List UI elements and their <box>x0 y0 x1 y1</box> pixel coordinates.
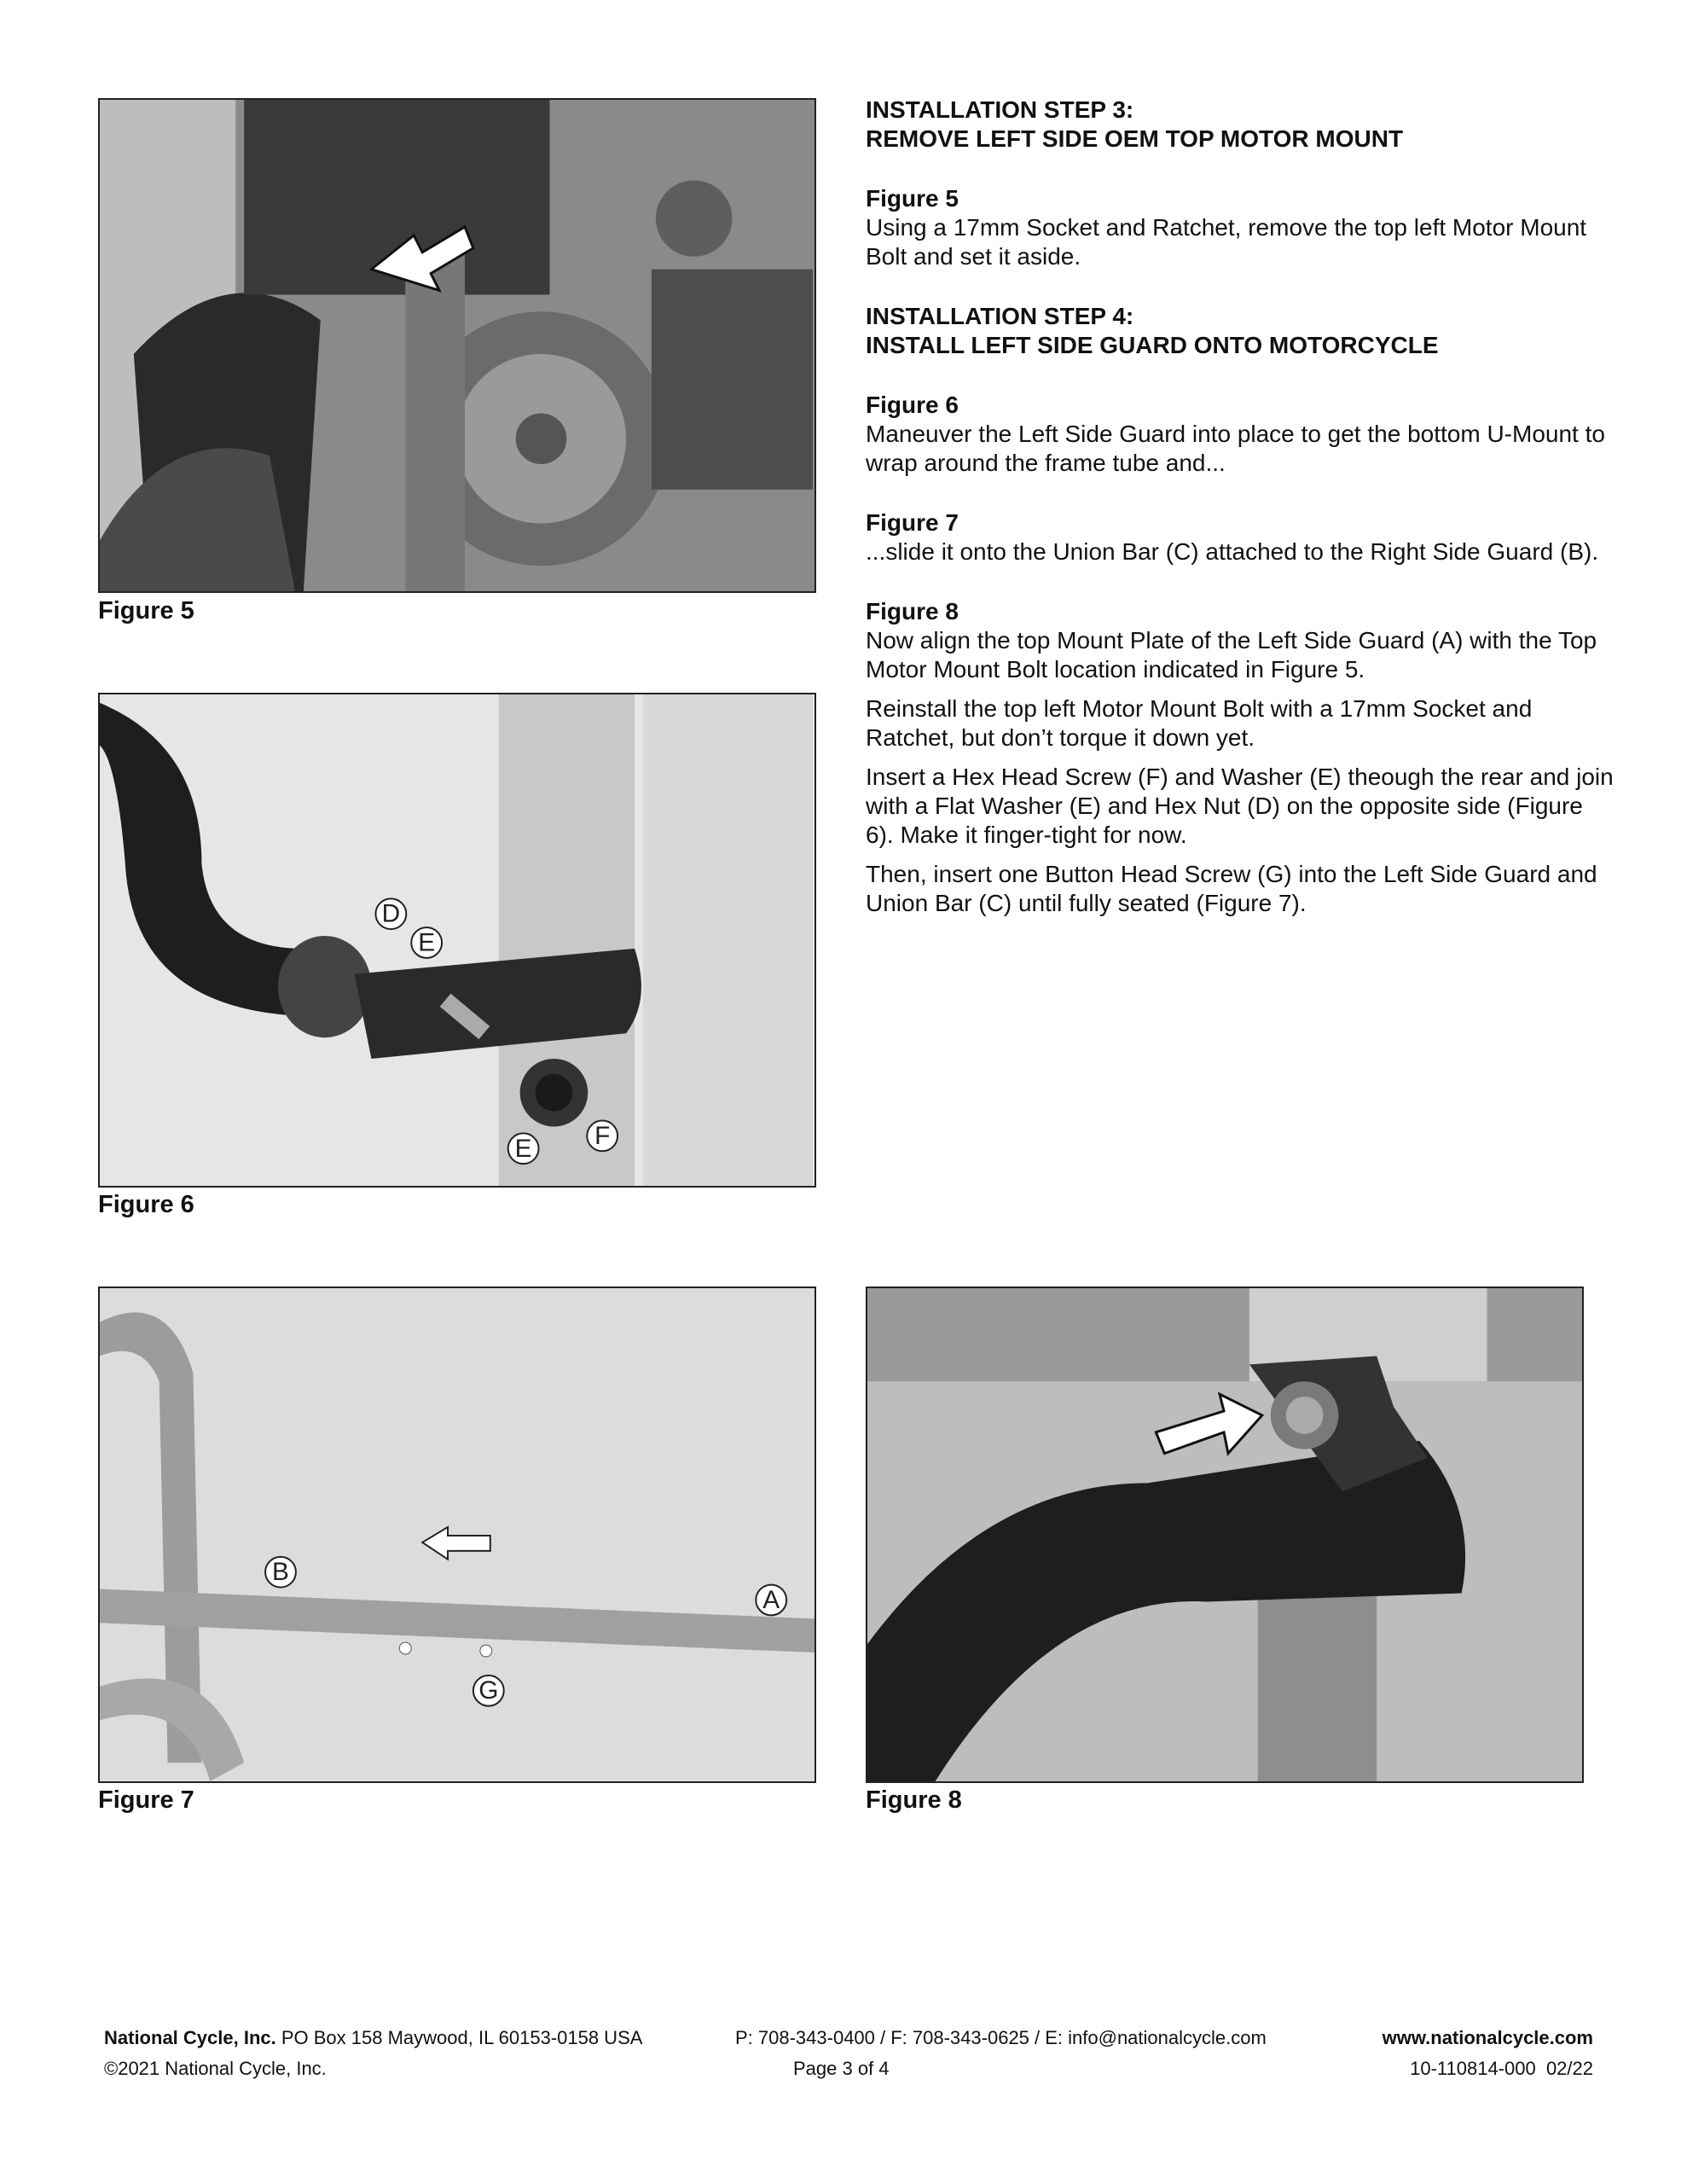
figure-7-heading: Figure 7 <box>866 509 959 536</box>
callout-f <box>587 1121 617 1152</box>
footer-address <box>104 2027 642 2049</box>
footer-contact: P: 708-343-0400 / F: 708-343-0625 / E: info@nationalcycle.com <box>735 2027 1267 2048</box>
step-3-heading <box>866 96 1616 154</box>
figure-8-caption: Figure 8 <box>866 1786 962 1814</box>
svg-text:B: B <box>272 1558 289 1587</box>
figure-8-paragraph-2: Reinstall the top left Motor Mount Bolt with a 17mm Socket and Ratchet, but don’t torque it down yet. <box>866 695 1533 751</box>
svg-text:F: F <box>594 1121 611 1150</box>
step-3-title-line1: INSTALLATION STEP 3: <box>866 96 1134 123</box>
callout-g <box>473 1676 504 1706</box>
callout-b <box>265 1557 296 1588</box>
step-4-figure-6-block <box>866 391 1616 478</box>
step-4-figure-8-block <box>866 597 1616 918</box>
step-3-figure-5-block <box>866 184 1616 271</box>
svg-text:D: D <box>381 899 401 928</box>
svg-text:E: E <box>514 1134 532 1163</box>
footer-page-number: Page 3 of 4 <box>793 2058 890 2079</box>
step-3-title-line2: REMOVE LEFT SIDE OEM TOP MOTOR MOUNT <box>866 125 1404 152</box>
figure-6-text: Maneuver the Left Side Guard into place to get the bottom U-Mount to wrap around the frame tube and... <box>866 421 1605 476</box>
figure-7-text: ...slide it onto the Union Bar (C) attached to the Right Side Guard (B). <box>866 538 1599 565</box>
step-4-heading <box>866 302 1616 360</box>
figure-5-text: Using a 17mm Socket and Ratchet, remove the top left Motor Mount Bolt and set it aside. <box>866 214 1587 270</box>
figure-8-paragraph-3: Insert a Hex Head Screw (F) and Washer (E) theough the rear and join with a Flat Washer (E) and Hex Nut (D) on the opposite side (Figure 6). Make it finger-tight for now. <box>866 764 1614 848</box>
figure-6-heading: Figure 6 <box>866 392 959 418</box>
instructions-column <box>866 96 1616 949</box>
footer-website[interactable]: www.nationalcycle.com <box>1382 2027 1593 2048</box>
svg-text:A: A <box>762 1585 780 1614</box>
figure-8-heading: Figure 8 <box>866 598 959 624</box>
figure-5-image <box>98 98 816 593</box>
callout-e-bottom <box>508 1133 539 1164</box>
figure-7-image <box>98 1287 816 1783</box>
footer-copyright: ©2021 National Cycle, Inc. <box>104 2058 327 2079</box>
figure-6-image <box>98 693 816 1188</box>
step-4-title-line1: INSTALLATION STEP 4: <box>866 303 1134 329</box>
figure-6-caption: Figure 6 <box>98 1191 194 1218</box>
step-4-title-line2: INSTALL LEFT SIDE GUARD ONTO MOTORCYCLE <box>866 332 1439 358</box>
figure-8-paragraph-1: Now align the top Mount Plate of the Left Side Guard (A) with the Top Motor Mount Bolt location indicated in Figure 5. <box>866 627 1597 682</box>
figure-5-heading: Figure 5 <box>866 185 959 212</box>
footer-address-text: PO Box 158 Maywood, IL 60153-0158 USA <box>281 2027 643 2048</box>
figure-8-image <box>866 1287 1584 1783</box>
figure-5-caption: Figure 5 <box>98 597 194 624</box>
callout-a <box>756 1585 786 1616</box>
figure-8-paragraph-4: Then, insert one Button Head Screw (G) into the Left Side Guard and Union Bar (C) until fully seated (Figure 7). <box>866 861 1597 916</box>
footer-document-number: 10-110814-000 02/22 <box>1410 2058 1593 2079</box>
callout-e-top <box>411 927 442 958</box>
step-4-figure-7-block <box>866 508 1616 566</box>
callout-d <box>375 898 406 929</box>
svg-text:E: E <box>418 928 436 957</box>
svg-text:G: G <box>478 1676 499 1705</box>
figure-7-caption: Figure 7 <box>98 1786 194 1814</box>
footer-company: National Cycle, Inc. <box>104 2027 276 2048</box>
